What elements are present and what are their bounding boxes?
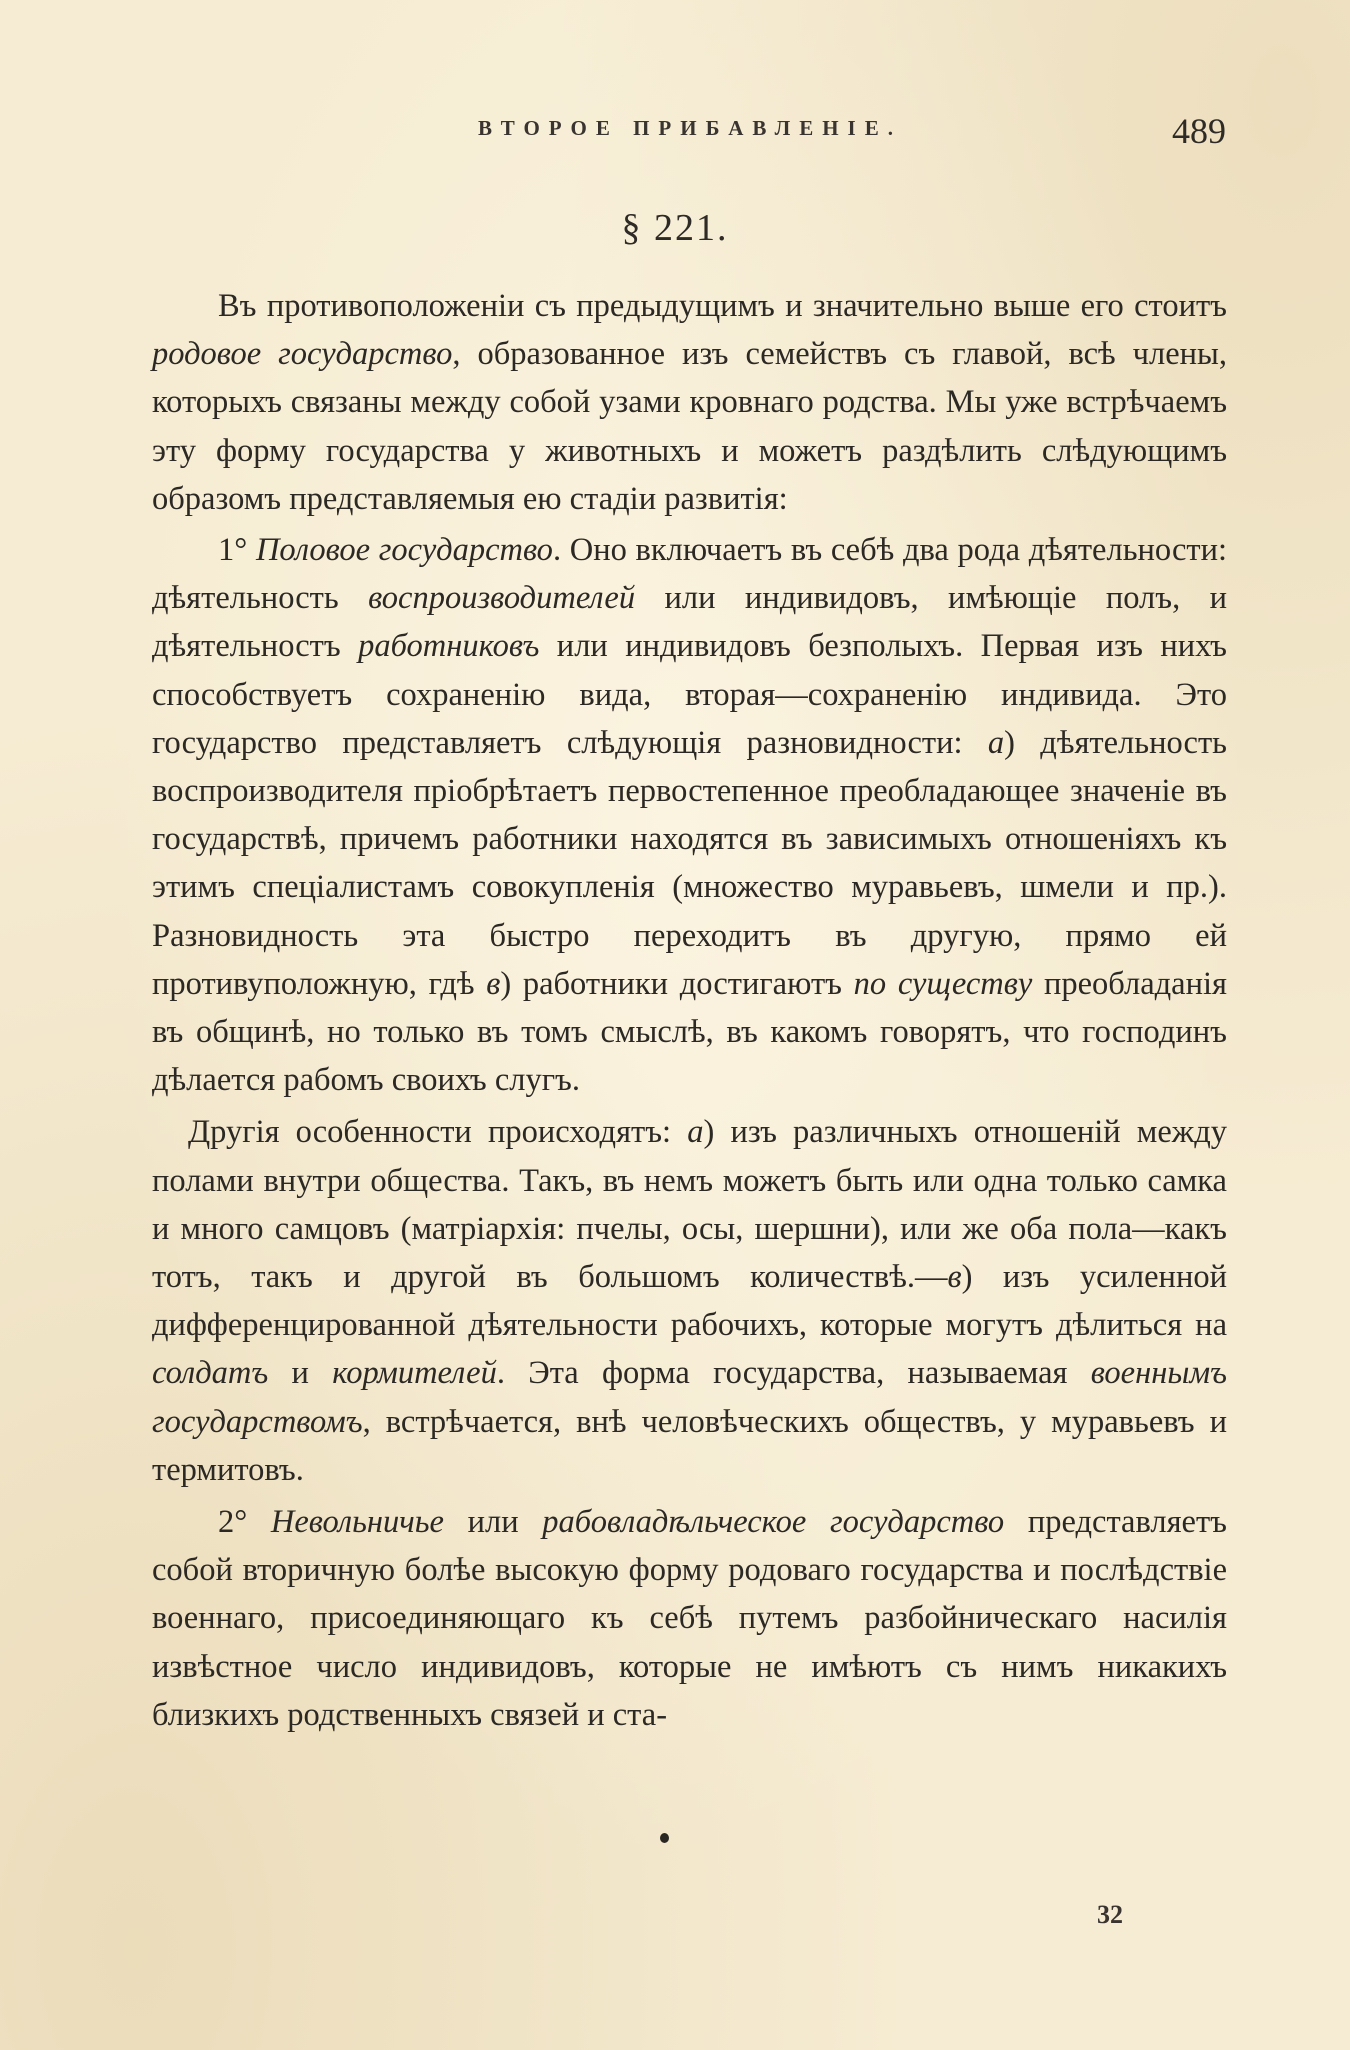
text-run: . Оно включаетъ въ себѣ два рода дѣятельности: дѣятельность: [152, 532, 1228, 617]
text-run: или: [443, 1504, 543, 1541]
text-run: , встрѣчается, внѣ человѣческихъ обществъ, у муравьевъ и термитовъ.: [152, 1403, 1227, 1488]
text-run: ) изъ различныхъ отношеній между полами внутри общества. Такъ, въ немъ можетъ быть или одна только самка и много самцовъ (матріархія: пчелы, осы, шершни), или же оба пола—какъ тотъ, такъ и другой въ большомъ количествѣ.—: [152, 1114, 1228, 1296]
italic-term: Половое государство: [255, 532, 553, 569]
italic-term: военнымъ государствомъ: [152, 1355, 1227, 1440]
paragraph-4: [152, 1498, 1227, 1739]
text-run: , образованное изъ семействъ съ главой, всѣ члены, которыхъ связаны между собой узами кровнаго родства. Мы уже встрѣчаемъ эту форму государства у животныхъ и можетъ раздѣлить слѣдующимъ образомъ представляемыя ею стадіи развитія:: [152, 336, 1227, 517]
text-run: ) дѣятельность воспроизводителя пріобрѣтаетъ первостепенное преобладающее значеніе въ государствѣ, причемъ работники находятся въ зависимыхъ отношеніяхъ къ этимъ спеціалистамъ совокупленія (множество муравьевъ, шмели и пр.). Разновидность эта быстро переходитъ въ другую, прямо ей противуположную, гдѣ: [152, 724, 1227, 1002]
text-run: 1°: [218, 532, 256, 569]
italic-letter: а: [687, 1114, 704, 1151]
signature-mark: 32: [1097, 1900, 1123, 1929]
ink-spot: [660, 1833, 669, 1843]
text-run: . Эта форма государства, называемая: [496, 1355, 1091, 1392]
italic-term: воспроизводителей: [368, 580, 636, 617]
italic-term: Невольничье: [270, 1504, 444, 1541]
text-run: представляетъ собой вторичную болѣе высокую форму родоваго государства и послѣдствіе военнаго, присоединяющаго къ себѣ путемъ разбойническаго насилія извѣстное число индивидовъ, которые не имѣютъ съ нимъ никакихъ близкихъ родственныхъ связей и ста-: [152, 1504, 1227, 1733]
text-run: Въ противоположеніи съ предыдущимъ и значительно выше его стоитъ: [218, 288, 1227, 324]
italic-letter: в: [486, 965, 501, 1002]
text-run: Другія особенности происходятъ:: [188, 1114, 688, 1151]
text-run: ) изъ усиленной дифференцированной дѣятельности рабочихъ, которые могутъ дѣлиться на: [152, 1259, 1227, 1344]
italic-term: работниковъ: [358, 628, 540, 665]
italic-term: кормителей: [332, 1355, 497, 1392]
body-text: [152, 282, 1227, 1739]
running-title: ВТОРОЕ ПРИБАВЛЕНІЕ.: [478, 116, 902, 140]
text-run: преобладанія въ общинѣ, но только въ томъ смыслѣ, въ какомъ говорятъ, что господинъ дѣлается рабомъ своихъ слугъ.: [152, 965, 1227, 1099]
paragraph-2: [152, 526, 1227, 1104]
text-run: ) работники достигаютъ: [500, 965, 854, 1002]
paragraph-1: [152, 282, 1227, 523]
italic-term: родовое государство: [152, 336, 453, 373]
page-number: 489: [1172, 111, 1226, 151]
text-run: или индивидовъ безполыхъ. Первая изъ нихъ способствуетъ сохраненію вида, вторая—сохраненію индивида. Это государство представляетъ слѣдующія разновидности:: [152, 628, 1227, 761]
section-heading: § 221.: [621, 207, 729, 249]
italic-term: солдатъ: [152, 1355, 269, 1392]
italic-term: по существу: [853, 965, 1033, 1002]
text-run: или индивидовъ, имѣющіе полъ, и дѣятельностъ: [152, 580, 1228, 665]
italic-letter: а: [987, 724, 1005, 761]
text-run: и: [268, 1355, 333, 1392]
text-run: 2°: [218, 1504, 271, 1541]
italic-letter: в: [947, 1259, 962, 1296]
paragraph-3: [152, 1108, 1227, 1494]
running-head: [0, 110, 1350, 150]
italic-term: рабовладѣльческое государство: [542, 1504, 1005, 1541]
